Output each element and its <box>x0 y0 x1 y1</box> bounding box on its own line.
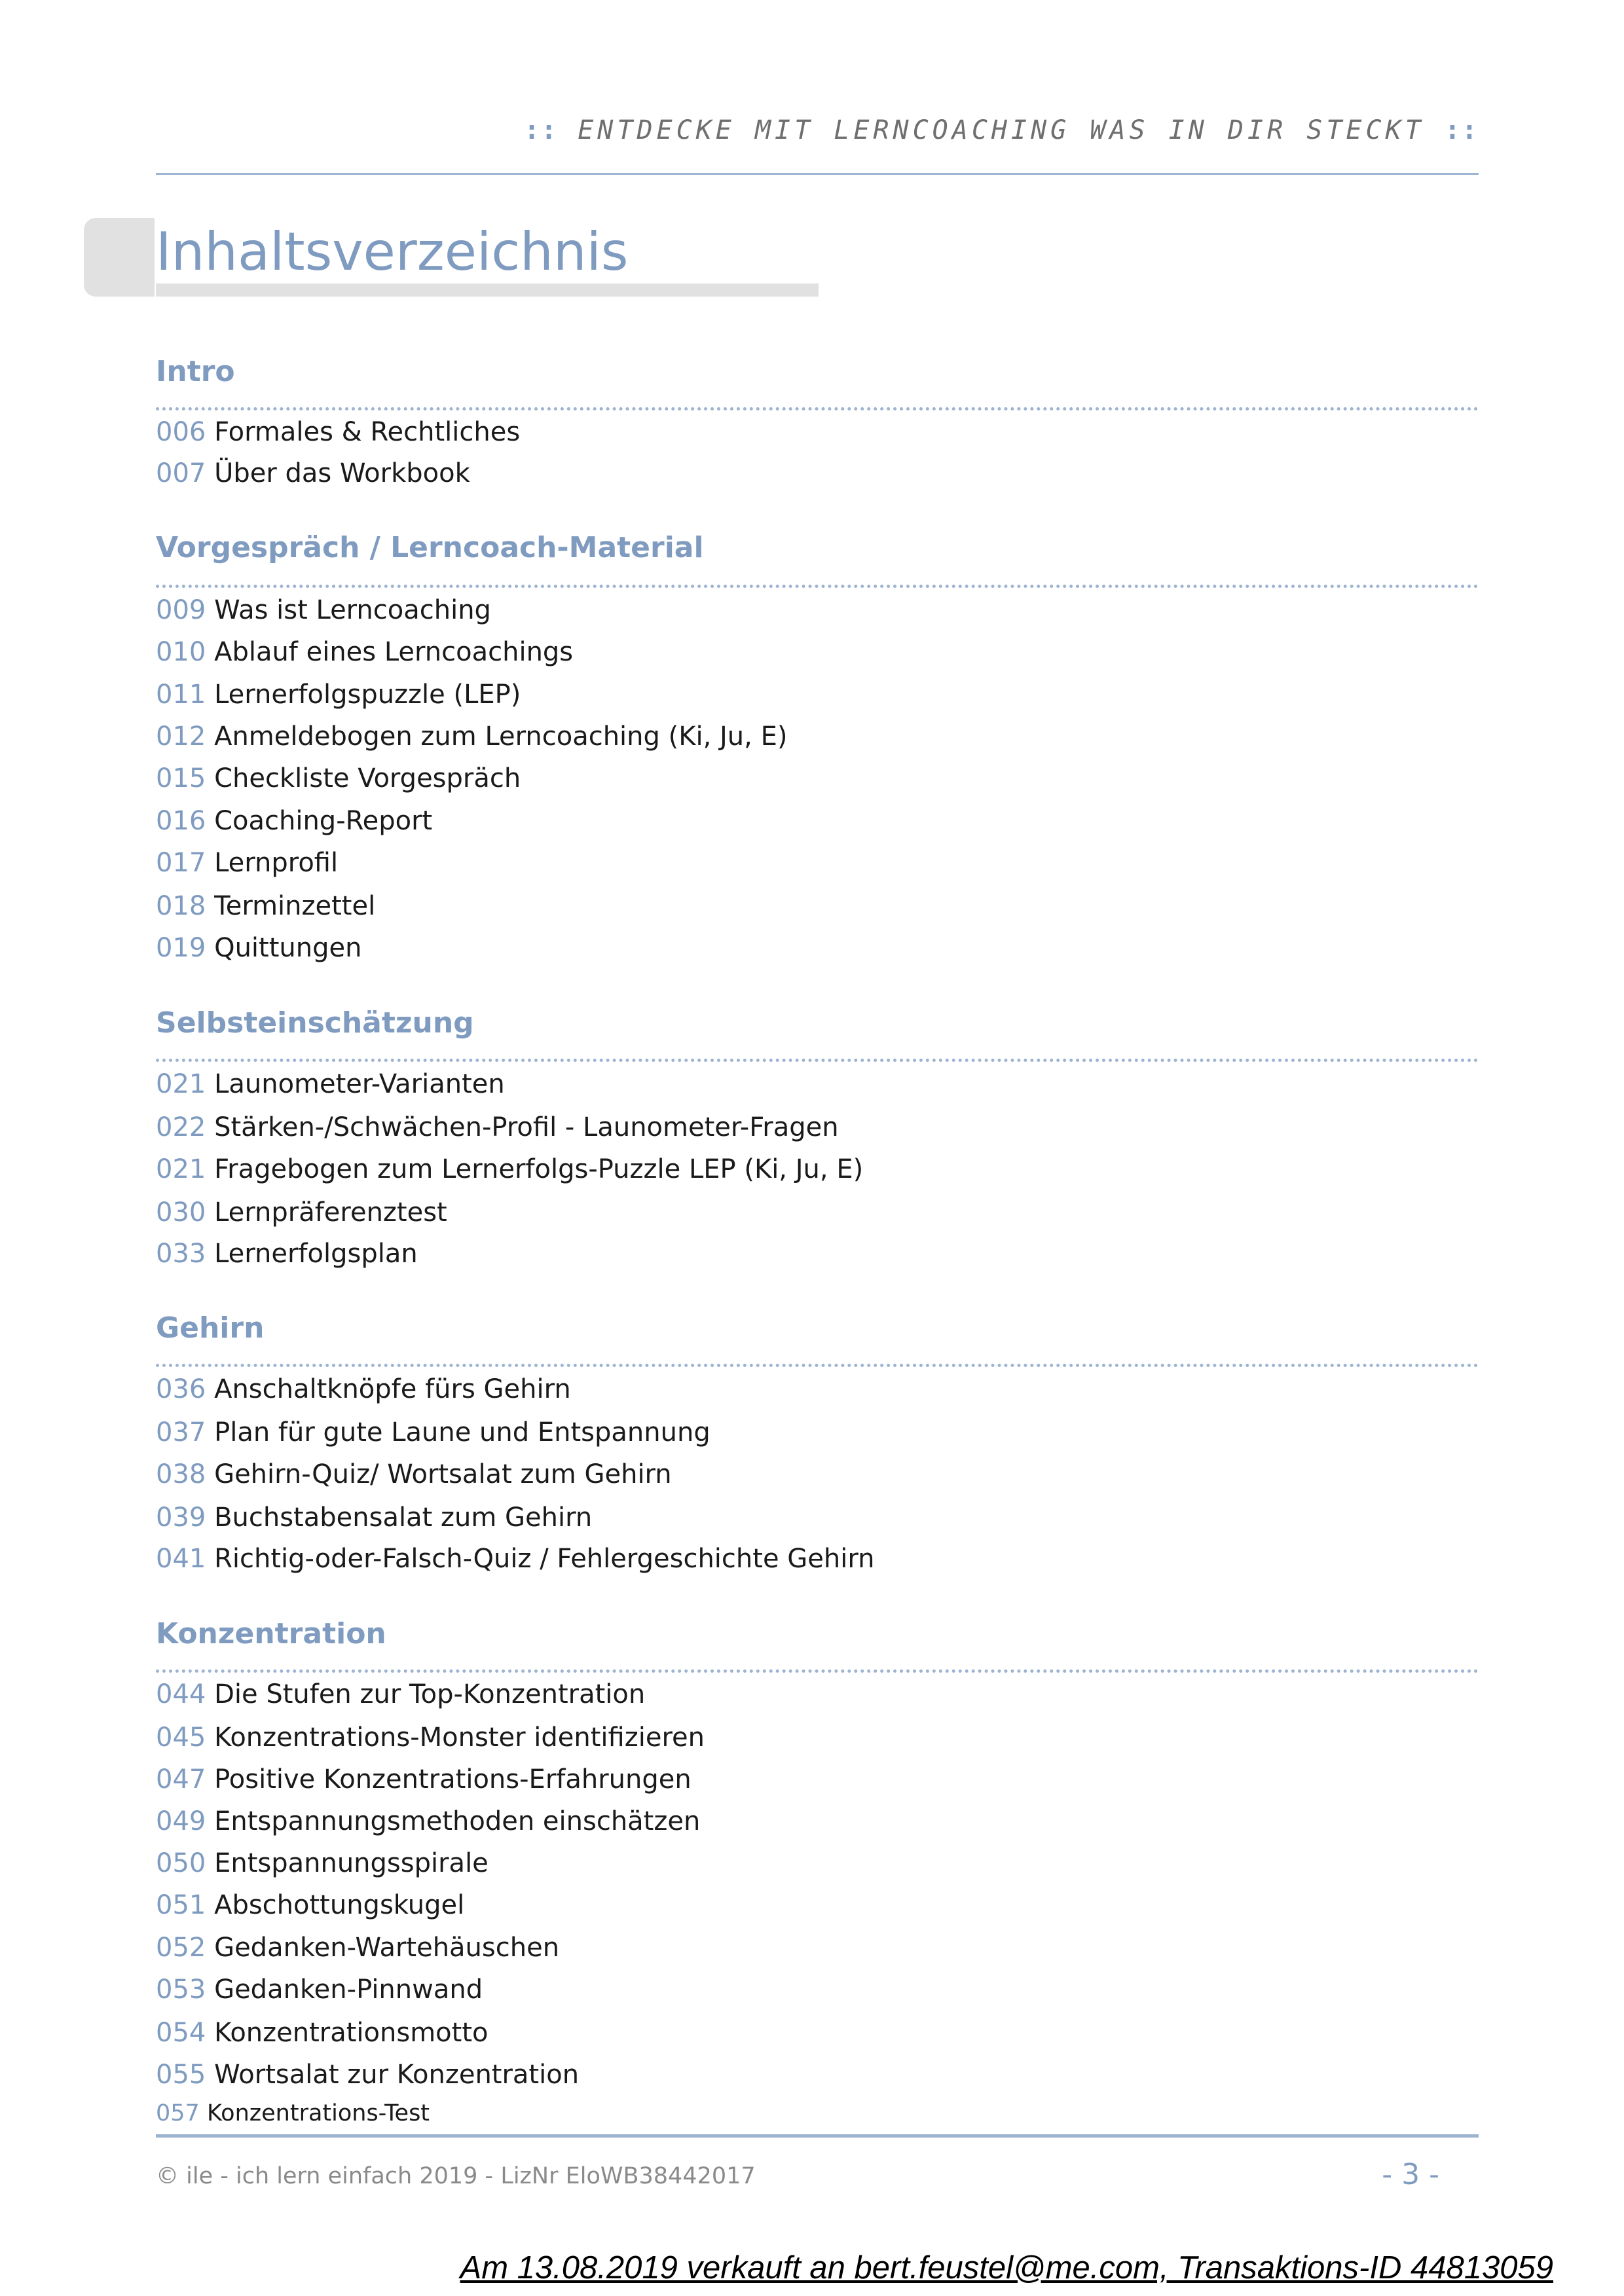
toc-entry-title: Fragebogen zum Lernerfolgs-Puzzle LEP (Ki, Ju, E) <box>214 1154 864 1184</box>
toc-page-number: 053 <box>156 1975 206 2005</box>
toc-entry[interactable] <box>156 1681 645 1707</box>
toc-entry[interactable] <box>156 850 338 876</box>
section-heading-selbsteinschaetzung: Selbsteinschätzung <box>156 1006 474 1040</box>
toc-entry-title: Buchstabensalat zum Gehirn <box>214 1503 593 1533</box>
toc-page-number: 055 <box>156 2060 206 2090</box>
toc-entry[interactable] <box>156 682 521 708</box>
toc-page-number: 047 <box>156 1764 206 1795</box>
toc-entry[interactable] <box>156 1766 692 1793</box>
toc-entry[interactable] <box>156 1850 489 1876</box>
toc-entry-title: Formales & Rechtliches <box>214 417 521 447</box>
toc-page-number: 021 <box>156 1069 206 1099</box>
toc-entry-title: Lernpräferenztest <box>214 1197 447 1228</box>
toc-page-number: 041 <box>156 1544 206 1574</box>
toc-entry-title: Über das Workbook <box>214 458 470 488</box>
header-right-marker: :: <box>1444 115 1479 145</box>
footer-copyright: © ile - ich lern einfach 2019 - LizNr EloWB38442017 <box>156 2163 756 2189</box>
toc-page-number: 010 <box>156 637 206 667</box>
toc-page-number: 030 <box>156 1197 206 1228</box>
toc-entry-title: Die Stufen zur Top-Konzentration <box>214 1679 646 1709</box>
toc-entry[interactable] <box>156 723 787 750</box>
section-divider <box>156 1364 1479 1367</box>
toc-entry[interactable] <box>156 765 521 792</box>
toc-entry[interactable] <box>156 2062 579 2088</box>
toc-entry[interactable] <box>156 2102 430 2125</box>
toc-page-number: 009 <box>156 595 206 625</box>
toc-entry[interactable] <box>156 1419 710 1446</box>
toc-entry-title: Lernprofil <box>214 848 339 878</box>
toc-entry-title: Plan für gute Laune und Entspannung <box>214 1417 710 1448</box>
toc-entry-title: Launometer-Varianten <box>214 1069 505 1099</box>
toc-entry[interactable] <box>156 1724 705 1751</box>
footer-divider <box>156 2134 1479 2138</box>
toc-entry[interactable] <box>156 1504 592 1531</box>
toc-entry[interactable] <box>156 1241 418 1267</box>
toc-page-number: 038 <box>156 1459 206 1489</box>
toc-page-number: 012 <box>156 721 206 752</box>
toc-entry-title: Anmeldebogen zum Lerncoaching (Ki, Ju, E) <box>214 721 788 752</box>
page-number: - 3 - <box>1382 2158 1439 2191</box>
toc-entry-title: Gedanken-Wartehäuschen <box>214 1933 560 1963</box>
section-heading-intro: Intro <box>156 355 235 388</box>
toc-entry[interactable] <box>156 2020 488 2046</box>
toc-page-number: 052 <box>156 1933 206 1963</box>
toc-entry-title: Konzentrationsmotto <box>214 2018 489 2048</box>
toc-entry[interactable] <box>156 1071 505 1097</box>
toc-page-number: 051 <box>156 1890 206 1920</box>
toc-entry[interactable] <box>156 1199 447 1226</box>
toc-page-number: 018 <box>156 891 206 921</box>
toc-page-number: 007 <box>156 458 206 488</box>
toc-entry-title: Terminzettel <box>214 891 376 921</box>
section-divider <box>156 407 1479 410</box>
toc-entry-title: Quittungen <box>214 933 362 963</box>
toc-entry-title: Konzentrations-Test <box>206 2100 430 2126</box>
toc-entry-title: Coaching-Report <box>214 806 433 836</box>
toc-entry-title: Anschaltknöpfe fürs Gehirn <box>214 1374 571 1404</box>
toc-entry[interactable] <box>156 419 520 445</box>
toc-entry[interactable] <box>156 1808 700 1834</box>
section-heading-vorgespraech: Vorgespräch / Lerncoach-Material <box>156 531 704 564</box>
toc-entry-title: Gehirn-Quiz/ Wortsalat zum Gehirn <box>214 1459 672 1489</box>
toc-page-number: 057 <box>156 2100 200 2126</box>
section-divider <box>156 1059 1479 1062</box>
section-heading-gehirn: Gehirn <box>156 1311 265 1345</box>
toc-page-number: 016 <box>156 806 206 836</box>
toc-entry[interactable] <box>156 1935 559 1961</box>
toc-entry[interactable] <box>156 1461 672 1487</box>
toc-entry-title: Wortsalat zur Konzentration <box>214 2060 580 2090</box>
header-divider <box>156 173 1479 175</box>
toc-entry[interactable] <box>156 460 470 486</box>
toc-entry[interactable] <box>156 1114 839 1140</box>
toc-entry-title: Lernerfolgsplan <box>214 1239 418 1269</box>
page-title: Inhaltsverzeichnis <box>156 221 629 282</box>
toc-entry-title: Positive Konzentrations-Erfahrungen <box>214 1764 692 1795</box>
toc-page-number: 011 <box>156 680 206 710</box>
toc-entry-title: Entspannungsspirale <box>214 1848 489 1878</box>
toc-page-number: 049 <box>156 1806 206 1836</box>
toc-page-number: 039 <box>156 1503 206 1533</box>
header-left-marker: :: <box>523 115 559 145</box>
toc-entry[interactable] <box>156 1546 874 1572</box>
toc-page-number: 054 <box>156 2018 206 2048</box>
toc-page-number: 015 <box>156 763 206 793</box>
toc-entry[interactable] <box>156 639 573 665</box>
section-divider <box>156 1669 1479 1673</box>
toc-entry-title: Abschottungskugel <box>214 1890 465 1920</box>
toc-page-number: 017 <box>156 848 206 878</box>
toc-page-number: 033 <box>156 1239 206 1269</box>
toc-entry-title: Entspannungsmethoden einschätzen <box>214 1806 701 1836</box>
toc-entry-title: Ablauf eines Lerncoachings <box>214 637 574 667</box>
toc-entry-title: Was ist Lerncoaching <box>214 595 491 625</box>
toc-page-number: 036 <box>156 1374 206 1404</box>
toc-entry[interactable] <box>156 597 491 623</box>
header-tagline <box>524 115 1479 145</box>
toc-entry-title: Konzentrations-Monster identifizieren <box>214 1722 705 1753</box>
toc-page-number: 019 <box>156 933 206 963</box>
header-tagline-text: ENTDECKE MIT LERNCOACHING WAS IN DIR STECKT <box>578 115 1425 145</box>
toc-page-number: 037 <box>156 1417 206 1448</box>
toc-page-number: 050 <box>156 1848 206 1878</box>
toc-entry-title: Stärken-/Schwächen-Profil - Launometer-Fragen <box>214 1112 839 1142</box>
section-heading-konzentration: Konzentration <box>156 1617 386 1650</box>
toc-entry[interactable] <box>156 893 375 919</box>
toc-entry[interactable] <box>156 1376 571 1402</box>
toc-page-number: 022 <box>156 1112 206 1142</box>
toc-page-number: 045 <box>156 1722 206 1753</box>
title-tab-decoration <box>84 218 155 297</box>
toc-entry-title: Checkliste Vorgespräch <box>214 763 521 793</box>
toc-page-number: 006 <box>156 417 206 447</box>
toc-entry[interactable] <box>156 808 432 834</box>
toc-page-number: 044 <box>156 1679 206 1709</box>
section-divider <box>156 585 1479 588</box>
toc-entry[interactable] <box>156 1156 863 1182</box>
toc-entry-title: Richtig-oder-Falsch-Quiz / Fehlergeschichte Gehirn <box>214 1544 875 1574</box>
title-underline-bar <box>156 283 819 297</box>
toc-entry-title: Gedanken-Pinnwand <box>214 1975 483 2005</box>
toc-entry[interactable] <box>156 1892 464 1918</box>
sale-watermark-note: Am 13.08.2019 verkauft an bert.feustel@me.com, Transaktions-ID 44813059 <box>460 2250 1553 2286</box>
toc-entry[interactable] <box>156 935 361 961</box>
toc-page-number: 021 <box>156 1154 206 1184</box>
toc-entry-title: Lernerfolgspuzzle (LEP) <box>214 680 521 710</box>
toc-entry[interactable] <box>156 1977 483 2003</box>
